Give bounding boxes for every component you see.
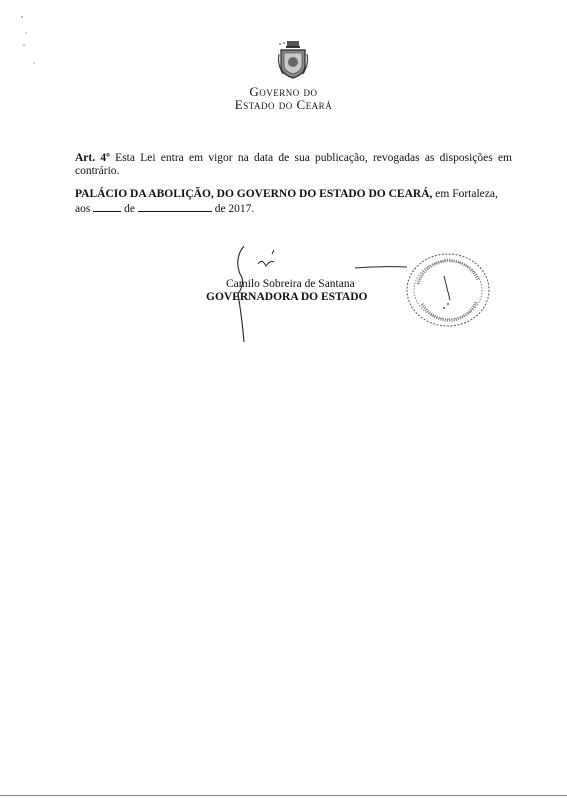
closing-city: em Fortaleza, <box>435 188 498 200</box>
signature-stroke <box>355 264 407 272</box>
closing-de: de <box>124 203 135 215</box>
closing-paragraph <box>75 188 512 216</box>
signatory-title: GOVERNADORA DO ESTADO <box>206 291 368 303</box>
month-blank <box>138 201 212 212</box>
bottom-edge-line <box>0 795 567 796</box>
article-paragraph <box>75 152 512 178</box>
closing-year: de 2017. <box>214 203 255 215</box>
coat-of-arms-icon <box>275 40 311 80</box>
article-label: Art. 4º <box>75 152 110 164</box>
scan-specks <box>20 15 40 75</box>
signatory-name: Camilo Sobreira de Santana <box>226 278 355 290</box>
header-governo: Governo do <box>249 84 318 99</box>
closing-bold: PALÁCIO DA ABOLIÇÃO, DO GOVERNO DO ESTADO DO CEARÁ, <box>75 188 433 200</box>
article-text: Esta Lei entra em vigor na data de sua publicação, revogadas as disposições em contrário. <box>75 152 512 177</box>
official-stamp-icon <box>404 250 492 330</box>
closing-aos: aos <box>75 203 91 215</box>
day-blank <box>93 201 121 212</box>
header-estado: Estado do Ceará <box>234 97 333 112</box>
